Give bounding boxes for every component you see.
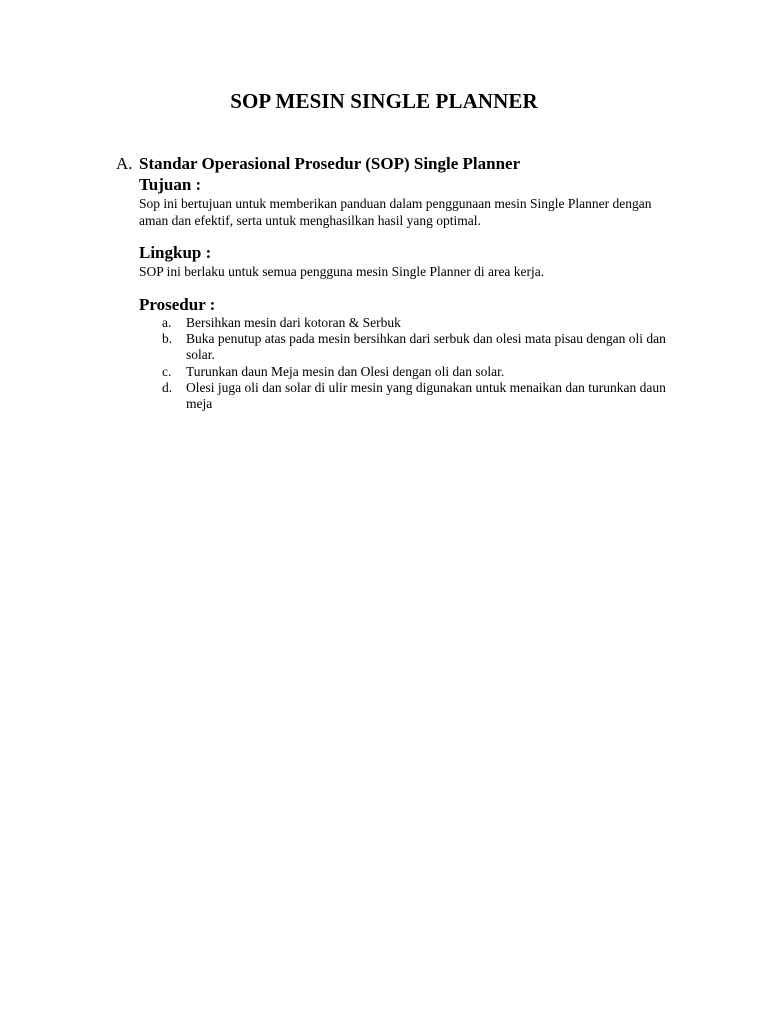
section-a	[116, 153, 676, 412]
lingkup-label: Lingkup :	[139, 243, 212, 262]
list-item	[139, 315, 676, 331]
lingkup-text: SOP ini berlaku untuk semua pengguna mesin Single Planner di area kerja.	[139, 264, 545, 279]
section-body	[139, 174, 676, 315]
tujuan-label: Tujuan :	[139, 175, 202, 194]
section-letter: A.	[116, 154, 133, 173]
tujuan-text: Sop ini bertujuan untuk memberikan panduan dalam penggunaan mesin Single Planner dengan aman dan efektif, serta untuk menghasilkan hasil yang optimal.	[139, 196, 652, 228]
section-header	[116, 153, 676, 174]
section-heading: Standar Operasional Prosedur (SOP) Single Planner	[139, 154, 521, 173]
list-marker: d.	[162, 379, 173, 395]
list-item-text: Bersihkan mesin dari kotoran & Serbuk	[186, 315, 401, 330]
prosedur-label: Prosedur :	[139, 295, 216, 314]
list-item-text: Buka penutup atas pada mesin bersihkan dari serbuk dan olesi mata pisau dengan oli dan solar.	[186, 331, 666, 363]
list-marker: b.	[162, 331, 173, 347]
list-item-text: Turunkan daun Meja mesin dan Olesi dengan oli dan solar.	[186, 363, 505, 379]
list-item	[139, 364, 676, 380]
list-marker: a.	[162, 315, 172, 330]
list-item	[139, 380, 676, 412]
list-item-text: Olesi juga oli dan solar di ulir mesin yang digunakan untuk menaikan dan turunkan daun meja	[186, 379, 666, 412]
list-marker: c.	[162, 363, 172, 379]
list-item	[139, 331, 676, 363]
document-title: SOP MESIN SINGLE PLANNER	[230, 89, 538, 113]
prosedur-list	[139, 315, 676, 412]
